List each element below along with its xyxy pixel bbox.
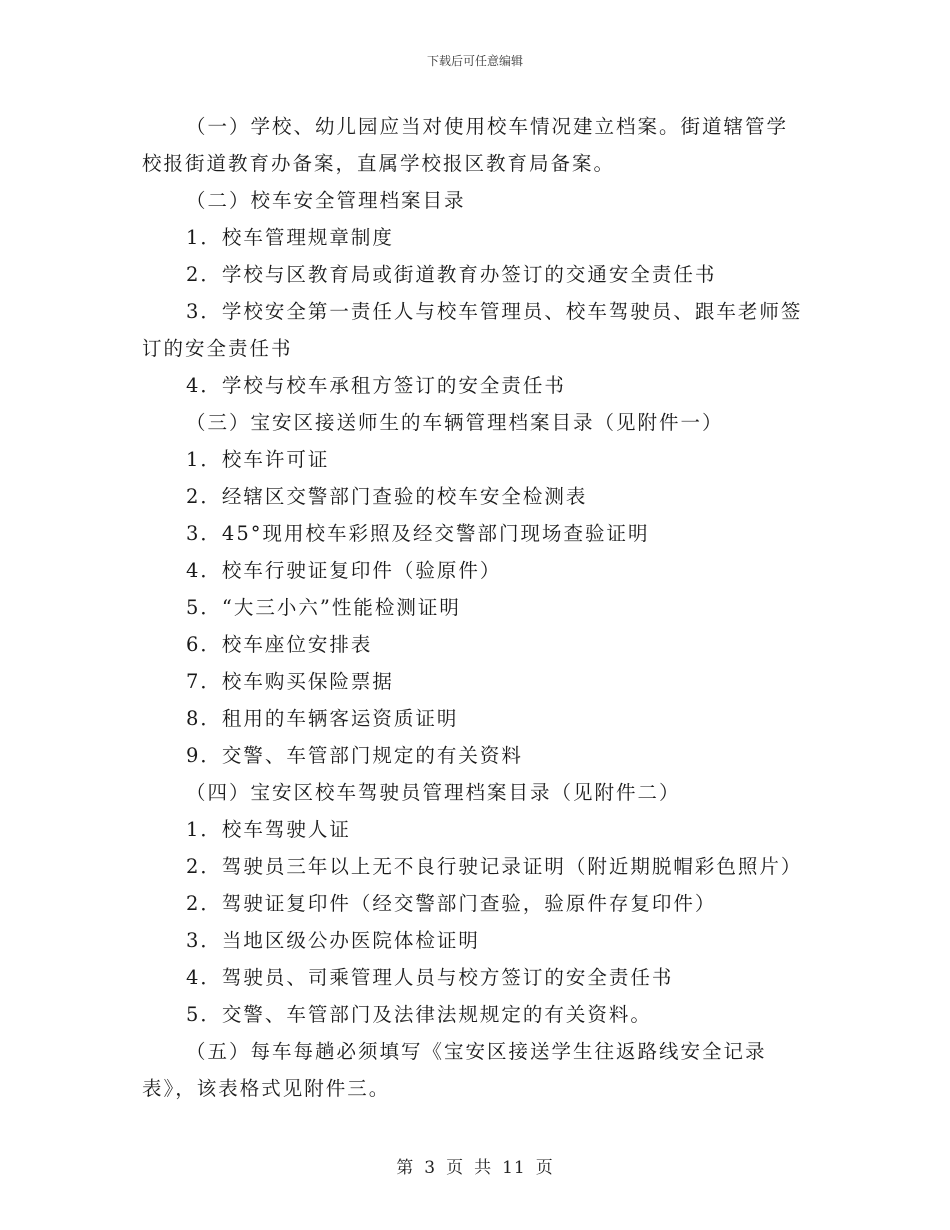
list-item-line: 2．驾驶证复印件（经交警部门查验，验原件存复印件）: [186, 892, 717, 915]
list-item-line: 1．校车驾驶人证: [186, 818, 351, 841]
footer-total-pages: 11: [502, 1158, 526, 1178]
continuation-line: 校报街道教育办备案，直属学校报区教育局备案。: [142, 152, 616, 175]
list-item-line: 4．校车行驶证复印件（验原件）: [186, 559, 502, 582]
section-heading-line: （一）学校、幼儿园应当对使用校车情况建立档案。街道辖管学: [186, 115, 789, 138]
section-heading-line: （五）每车每趟必须填写《宝安区接送学生往返路线安全记录: [186, 1040, 767, 1063]
list-item-line: 2．经辖区交警部门查验的校车安全检测表: [186, 485, 588, 508]
footer-page-number: 3: [424, 1158, 437, 1178]
section-heading-line: （三）宝安区接送师生的车辆管理档案目录（见附件一）: [186, 411, 724, 434]
list-item-line: 4．学校与校车承租方签订的安全责任书: [186, 374, 566, 397]
footer-prefix: 第: [396, 1158, 415, 1178]
list-item-line: 1．校车管理规章制度: [186, 226, 394, 249]
list-item-line: 3．当地区级公办医院体检证明: [186, 929, 480, 952]
footer-total-unit: 页: [535, 1158, 554, 1178]
list-item-line: 7．校车购买保险票据: [186, 670, 394, 693]
footer-total-prefix: 共: [474, 1158, 493, 1178]
list-item-line: 5．交警、车管部门及法律法规规定的有关资料。: [186, 1003, 652, 1026]
list-item-line: 4．驾驶员、司乘管理人员与校方签订的安全责任书: [186, 966, 674, 989]
list-item-line: 5．“大三小六”性能检测证明: [186, 596, 461, 619]
list-item-line: 6．校车座位安排表: [186, 633, 373, 656]
list-item-line: 3．学校安全第一责任人与校车管理员、校车驾驶员、跟车老师签: [186, 300, 803, 323]
continuation-line: 订的安全责任书: [142, 337, 293, 360]
list-item-line: 2．驾驶员三年以上无不良行驶记录证明（附近期脱帽彩色照片）: [186, 855, 803, 878]
continuation-line: 表》，该表格式见附件三。: [142, 1077, 391, 1100]
document-body: [142, 108, 810, 1107]
list-item-line: 8．租用的车辆客运资质证明: [186, 707, 459, 730]
header-note: 下载后可任意编辑: [426, 54, 523, 68]
list-item-line: 2．学校与区教育局或街道教育办签订的交通安全责任书: [186, 263, 717, 286]
section-heading-line: （四）宝安区校车驾驶员管理档案目录（见附件二）: [186, 781, 681, 804]
section-heading-line: （二）校车安全管理档案目录: [186, 189, 466, 212]
page-footer: [0, 1153, 950, 1178]
list-item-line: 3．45°现用校车彩照及经交警部门现场查验证明: [186, 522, 650, 545]
list-item-line: 9．交警、车管部门规定的有关资料: [186, 744, 523, 767]
footer-page-unit: 页: [446, 1158, 465, 1178]
list-item-line: 1．校车许可证: [186, 448, 330, 471]
